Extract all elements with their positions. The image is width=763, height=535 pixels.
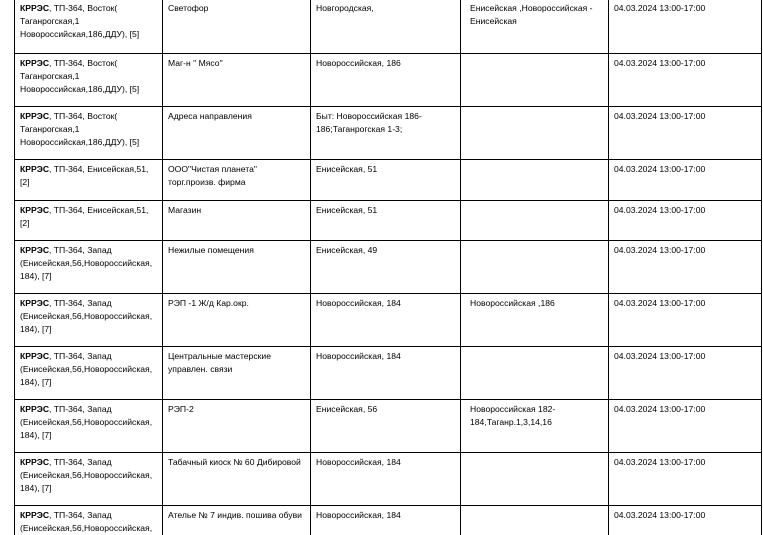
address-text: Новороссийская, 184 xyxy=(316,457,401,467)
extra-address-text: Новороссийская 182-184,Таганр.1,3,14,16 xyxy=(470,404,556,427)
address-text: Енисейская, 51 xyxy=(316,205,378,215)
table-row xyxy=(15,54,762,107)
object-cell xyxy=(15,241,163,294)
extra-address-text: Енисейская ,Новороссийская - Енисейская xyxy=(470,3,593,26)
consumer-cell xyxy=(163,241,311,294)
consumer-text: РЭП-2 xyxy=(168,404,194,414)
address-text: Енисейская, 51 xyxy=(316,164,378,174)
object-text: , ТП-364, Запад (Енисейская,56,Новороссийская, 184), [7] xyxy=(20,404,153,440)
consumer-text: РЭП -1 Ж/д Кар.окр. xyxy=(168,298,249,308)
object-text: , ТП-364, Запад (Енисейская,56,Новороссийская, 184), [7] xyxy=(20,298,153,334)
address-text: Енисейская, 49 xyxy=(316,245,378,255)
address-text: Быт: Новороссийская 186-186;Таганрогская 1-3; xyxy=(316,111,422,134)
res-name: КРРЭС xyxy=(20,3,50,13)
address-cell xyxy=(311,160,461,201)
consumer-text: Адреса направления xyxy=(168,111,252,121)
address-cell xyxy=(311,453,461,506)
address-text: Новороссийская, 184 xyxy=(316,510,401,520)
table-body xyxy=(15,0,762,535)
object-cell xyxy=(15,347,163,400)
consumer-cell xyxy=(163,160,311,201)
object-text: , ТП-364, Запад (Енисейская,56,Новороссийская, 184), [7] xyxy=(20,245,153,281)
time-cell xyxy=(609,453,762,506)
time-cell xyxy=(609,160,762,201)
table-row xyxy=(15,400,762,453)
outage-schedule-table xyxy=(14,0,762,535)
res-name: КРРЭС xyxy=(20,111,50,121)
address-cell xyxy=(311,107,461,160)
object-cell xyxy=(15,294,163,347)
res-name: КРРЭС xyxy=(20,298,50,308)
object-cell xyxy=(15,0,163,54)
res-name: КРРЭС xyxy=(20,245,50,255)
consumer-text: Центральные мастерские управлен. связи xyxy=(168,351,271,374)
table-row xyxy=(15,107,762,160)
time-text: 04.03.2024 13:00-17:00 xyxy=(614,3,706,13)
address-cell xyxy=(311,241,461,294)
extra-address-cell xyxy=(461,400,609,453)
time-text: 04.03.2024 13:00-17:00 xyxy=(614,205,706,215)
address-text: Новороссийская, 184 xyxy=(316,351,401,361)
extra-address-text: Новороссийская ,186 xyxy=(470,298,555,308)
address-cell xyxy=(311,0,461,54)
extra-address-cell xyxy=(461,160,609,201)
object-cell xyxy=(15,506,163,535)
table-row xyxy=(15,506,762,535)
consumer-text: Ателье № 7 индив. пошива обуви xyxy=(168,510,302,520)
consumer-text: Маг-н " Мясо" xyxy=(168,58,223,68)
address-cell xyxy=(311,294,461,347)
object-text: , ТП-364, Восток( Таганрогская,1 Новороссийская,186,ДДУ), [5] xyxy=(20,58,140,94)
extra-address-cell xyxy=(461,506,609,535)
res-name: КРРЭС xyxy=(20,58,50,68)
extra-address-cell xyxy=(461,347,609,400)
res-name: КРРЭС xyxy=(20,351,50,361)
time-cell xyxy=(609,506,762,535)
time-cell xyxy=(609,241,762,294)
object-text: , ТП-364, Енисейская,51, [2] xyxy=(20,164,149,187)
address-text: Енисейская, 56 xyxy=(316,404,378,414)
extra-address-cell xyxy=(461,0,609,54)
address-text: Новороссийская, 184 xyxy=(316,298,401,308)
extra-address-cell xyxy=(461,201,609,241)
object-cell xyxy=(15,201,163,241)
consumer-cell xyxy=(163,347,311,400)
table-row xyxy=(15,0,762,54)
consumer-cell xyxy=(163,400,311,453)
consumer-cell xyxy=(163,453,311,506)
time-cell xyxy=(609,400,762,453)
address-cell xyxy=(311,54,461,107)
res-name: КРРЭС xyxy=(20,404,50,414)
address-text: Новороссийская, 186 xyxy=(316,58,401,68)
object-cell xyxy=(15,160,163,201)
object-text: , ТП-364, Енисейская,51, [2] xyxy=(20,205,149,228)
time-cell xyxy=(609,294,762,347)
time-text: 04.03.2024 13:00-17:00 xyxy=(614,351,706,361)
table-row xyxy=(15,453,762,506)
consumer-text: Нежилые помещения xyxy=(168,245,254,255)
time-text: 04.03.2024 13:00-17:00 xyxy=(614,404,706,414)
res-name: КРРЭС xyxy=(20,205,50,215)
address-cell xyxy=(311,506,461,535)
extra-address-cell xyxy=(461,241,609,294)
object-cell xyxy=(15,453,163,506)
object-cell xyxy=(15,400,163,453)
table-row xyxy=(15,241,762,294)
table-row xyxy=(15,160,762,201)
time-text: 04.03.2024 13:00-17:00 xyxy=(614,457,706,467)
time-cell xyxy=(609,201,762,241)
consumer-cell xyxy=(163,0,311,54)
object-cell xyxy=(15,107,163,160)
time-cell xyxy=(609,347,762,400)
consumer-cell xyxy=(163,294,311,347)
object-text: , ТП-364, Восток( Таганрогская,1 Новороссийская,186,ДДУ), [5] xyxy=(20,111,140,147)
consumer-cell xyxy=(163,201,311,241)
consumer-cell xyxy=(163,506,311,535)
object-cell xyxy=(15,54,163,107)
consumer-cell xyxy=(163,107,311,160)
extra-address-cell xyxy=(461,453,609,506)
object-text: , ТП-364, Восток( Таганрогская,1 Новороссийская,186,ДДУ), [5] xyxy=(20,3,140,39)
table-row xyxy=(15,201,762,241)
extra-address-cell xyxy=(461,107,609,160)
time-text: 04.03.2024 13:00-17:00 xyxy=(614,510,706,520)
time-text: 04.03.2024 13:00-17:00 xyxy=(614,164,706,174)
time-text: 04.03.2024 13:00-17:00 xyxy=(614,245,706,255)
res-name: КРРЭС xyxy=(20,510,50,520)
time-text: 04.03.2024 13:00-17:00 xyxy=(614,58,706,68)
object-text: , ТП-364, Запад (Енисейская,56,Новороссийская, xyxy=(20,510,153,533)
res-name: КРРЭС xyxy=(20,457,50,467)
time-cell xyxy=(609,107,762,160)
consumer-cell xyxy=(163,54,311,107)
extra-address-cell xyxy=(461,294,609,347)
extra-address-cell xyxy=(461,54,609,107)
address-cell xyxy=(311,347,461,400)
address-cell xyxy=(311,201,461,241)
consumer-text: Табачный киоск № 60 Дибировой xyxy=(168,457,301,467)
address-text: Новгородская, xyxy=(316,3,374,13)
address-cell xyxy=(311,400,461,453)
object-text: , ТП-364, Запад (Енисейская,56,Новороссийская, 184), [7] xyxy=(20,351,153,387)
time-cell xyxy=(609,54,762,107)
table-row xyxy=(15,294,762,347)
consumer-text: Магазин xyxy=(168,205,202,215)
time-text: 04.03.2024 13:00-17:00 xyxy=(614,298,706,308)
time-text: 04.03.2024 13:00-17:00 xyxy=(614,111,706,121)
consumer-text: ООО"Чистая планета" торг.произв. фирма xyxy=(168,164,257,187)
table-row xyxy=(15,347,762,400)
object-text: , ТП-364, Запад (Енисейская,56,Новороссийская, 184), [7] xyxy=(20,457,153,493)
consumer-text: Светофор xyxy=(168,3,209,13)
time-cell xyxy=(609,0,762,54)
res-name: КРРЭС xyxy=(20,164,50,174)
